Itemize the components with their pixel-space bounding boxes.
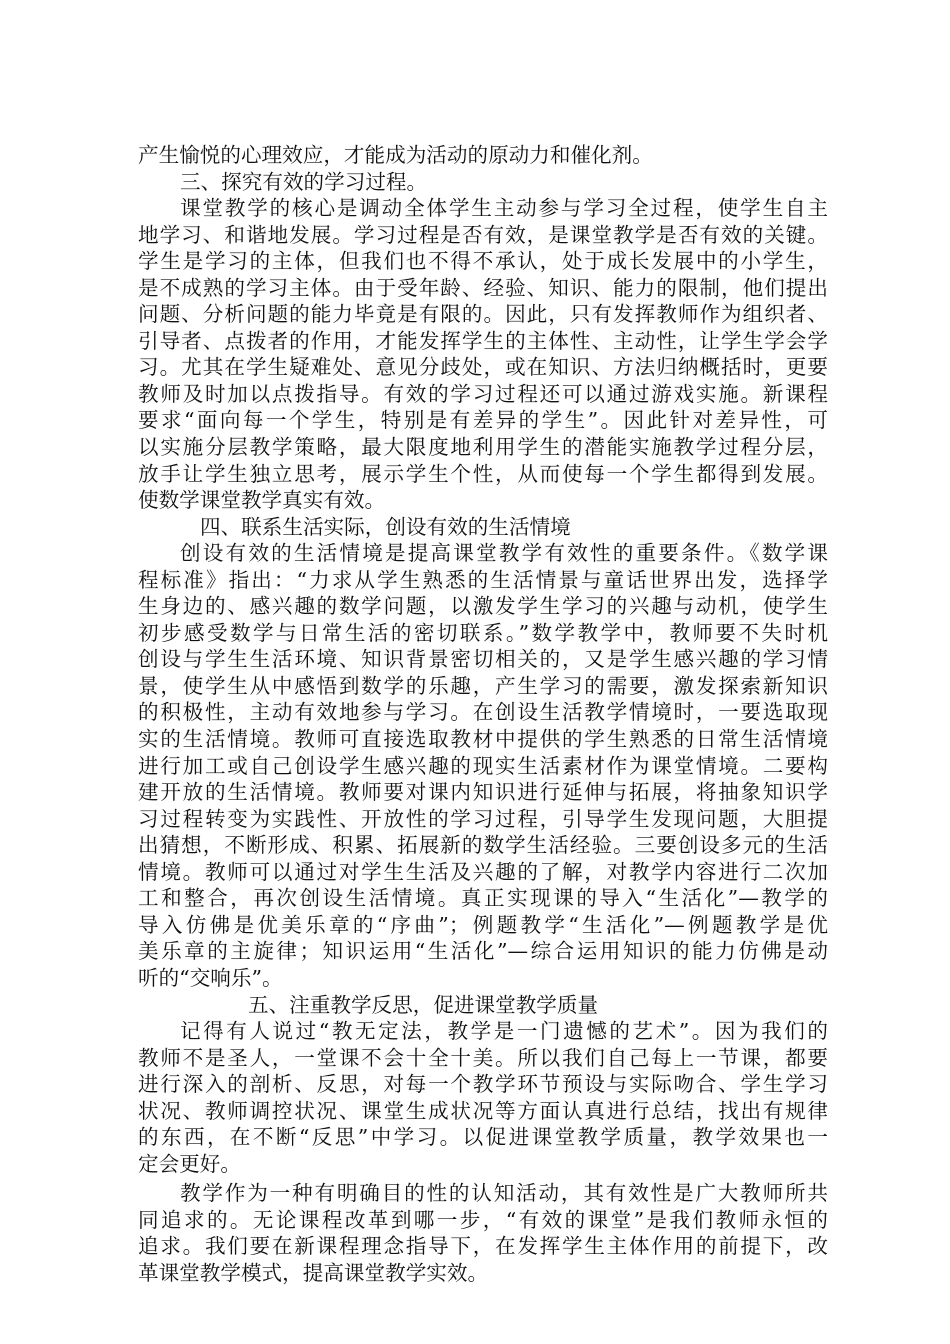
paragraph-line: 是不成熟的学习主体。由于受年龄、经验、知识、能力的限制，他们提出 xyxy=(138,275,828,300)
section3-heading: 三、探究有效的学习过程。 xyxy=(180,169,428,194)
paragraph-line: 追求。我们要在新课程理念指导下，在发挥学生主体作用的前提下，改 xyxy=(138,1234,828,1259)
section4-heading: 四、联系生活实际，创设有效的生活情境 xyxy=(200,514,571,539)
paragraph-line: 建开放的生活情境。教师要对课内知识进行延伸与拓展，将抽象知识学 xyxy=(138,780,828,805)
paragraph-line: 美乐章的主旋律；知识运用“生活化”—综合运用知识的能力仿佛是动 xyxy=(138,939,828,964)
paragraph-line: 使数学课堂教学真实有效。 xyxy=(138,488,386,513)
paragraph-line: 工和整合，再次创设生活情境。真正实现课的导入“生活化”—教学的 xyxy=(138,886,828,911)
paragraph-line: 放手让学生独立思考，展示学生个性，从而使每一个学生都得到发展。 xyxy=(138,461,828,486)
section5-paragraph xyxy=(138,1018,828,1177)
paragraph-line: 引导者、点拨者的作用，才能发挥学生的主体性、主动性，让学生学会学 xyxy=(138,328,828,353)
paragraph-line: 生身边的、感兴趣的数学问题，以激发学生学习的兴趣与动机，使学生 xyxy=(138,594,828,619)
paragraph-line: 情境。教师可以通过对学生生活及兴趣的了解，对教学内容进行二次加 xyxy=(138,859,828,884)
paragraph-line: 习。尤其在学生疑难处、意见分歧处，或在知识、方法归纳概括时，更要 xyxy=(138,355,828,380)
section5-heading: 五、注重教学反思，促进课堂教学质量 xyxy=(248,992,599,1017)
paragraph-line: 创设与学生生活环境、知识背景密切相关的，又是学生感兴趣的学习情 xyxy=(138,647,828,672)
paragraph-line: 教师不是圣人，一堂课不会十全十美。所以我们自己每上一节课，都要 xyxy=(138,1045,828,1070)
paragraph-line: 问题、分析问题的能力毕竟是有限的。因此，只有发挥教师作为组织者、 xyxy=(138,302,828,327)
paragraph-line: 的东西，在不断“反思”中学习。以促进课堂教学质量，教学效果也一 xyxy=(138,1125,828,1150)
paragraph-line: 听的“交响乐”。 xyxy=(138,965,283,990)
paragraph-line: 教师及时加以点拨指导。有效的学习过程还可以通过游戏实施。新课程 xyxy=(138,381,828,406)
paragraph-line: 革课堂教学模式，提高课堂教学实效。 xyxy=(138,1260,489,1285)
paragraph-line: 定会更好。 xyxy=(138,1151,241,1176)
paragraph-line: 进行加工或自己创设学生感兴趣的现实生活素材作为课堂情境。二要构 xyxy=(138,753,828,778)
paragraph-line: 创设有效的生活情境是提高课堂教学有效性的重要条件。《数学课 xyxy=(180,541,828,566)
paragraph-line: 初步感受数学与日常生活的密切联系。”数学教学中，教师要不失时机 xyxy=(138,620,828,645)
paragraph-line: 地学习、和谐地发展。学习过程是否有效，是课堂教学是否有效的关键。 xyxy=(138,222,828,247)
paragraph-line: 教学作为一种有明确目的性的认知活动，其有效性是广大教师所共 xyxy=(180,1181,828,1206)
paragraph-line: 学生是学习的主体，但我们也不得不承认，处于成长发展中的小学生， xyxy=(138,249,828,274)
paragraph-line: 同追求的。无论课程改革到哪一步，“有效的课堂”是我们教师永恒的 xyxy=(138,1207,828,1232)
paragraph-line: 以实施分层教学策略，最大限度地利用学生的潜能实施教学过程分层， xyxy=(138,435,828,460)
paragraph-line: 的积极性，主动有效地参与学习。在创设生活教学情境时，一要选取现 xyxy=(138,700,828,725)
paragraph-line: 要求“面向每一个学生，特别是有差异的学生”。因此针对差异性，可 xyxy=(138,408,828,433)
paragraph-line: 出猜想，不断形成、积累、拓展新的数学生活经验。三要创设多元的生活 xyxy=(138,833,828,858)
paragraph-line: 程标准》指出：“力求从学生熟悉的生活情景与童话世界出发，选择学 xyxy=(138,567,828,592)
paragraph-line: 导入仿佛是优美乐章的“序曲”；例题教学“生活化”—例题教学是优 xyxy=(138,912,828,937)
intro-tail-line: 产生愉悦的心理效应，才能成为活动的原动力和催化剂。 xyxy=(138,143,653,167)
section3-paragraph xyxy=(138,195,828,514)
document-page xyxy=(138,142,828,1287)
paragraph-line: 记得有人说过“教无定法，教学是一门遗憾的艺术”。因为我们的 xyxy=(180,1019,828,1044)
paragraph-line: 进行深入的剖析、反思，对每一个教学环节预设与实际吻合、学生学习 xyxy=(138,1072,828,1097)
paragraph-line: 实的生活情境。教师可直接选取教材中提供的学生熟悉的日常生活情境 xyxy=(138,727,828,752)
paragraph-line: 状况、教师调控状况、课堂生成状况等方面认真进行总结，找出有规律 xyxy=(138,1098,828,1123)
conclusion-paragraph xyxy=(138,1180,828,1286)
paragraph-line: 景，使学生从中感悟到数学的乐趣，产生学习的需要，激发探索新知识 xyxy=(138,673,828,698)
section4-paragraph xyxy=(138,540,828,991)
paragraph-line: 习过程转变为实践性、开放性的学习过程，引导学生发现问题，大胆提 xyxy=(138,806,828,831)
paragraph-line: 课堂教学的核心是调动全体学生主动参与学习全过程，使学生自主 xyxy=(180,196,828,221)
